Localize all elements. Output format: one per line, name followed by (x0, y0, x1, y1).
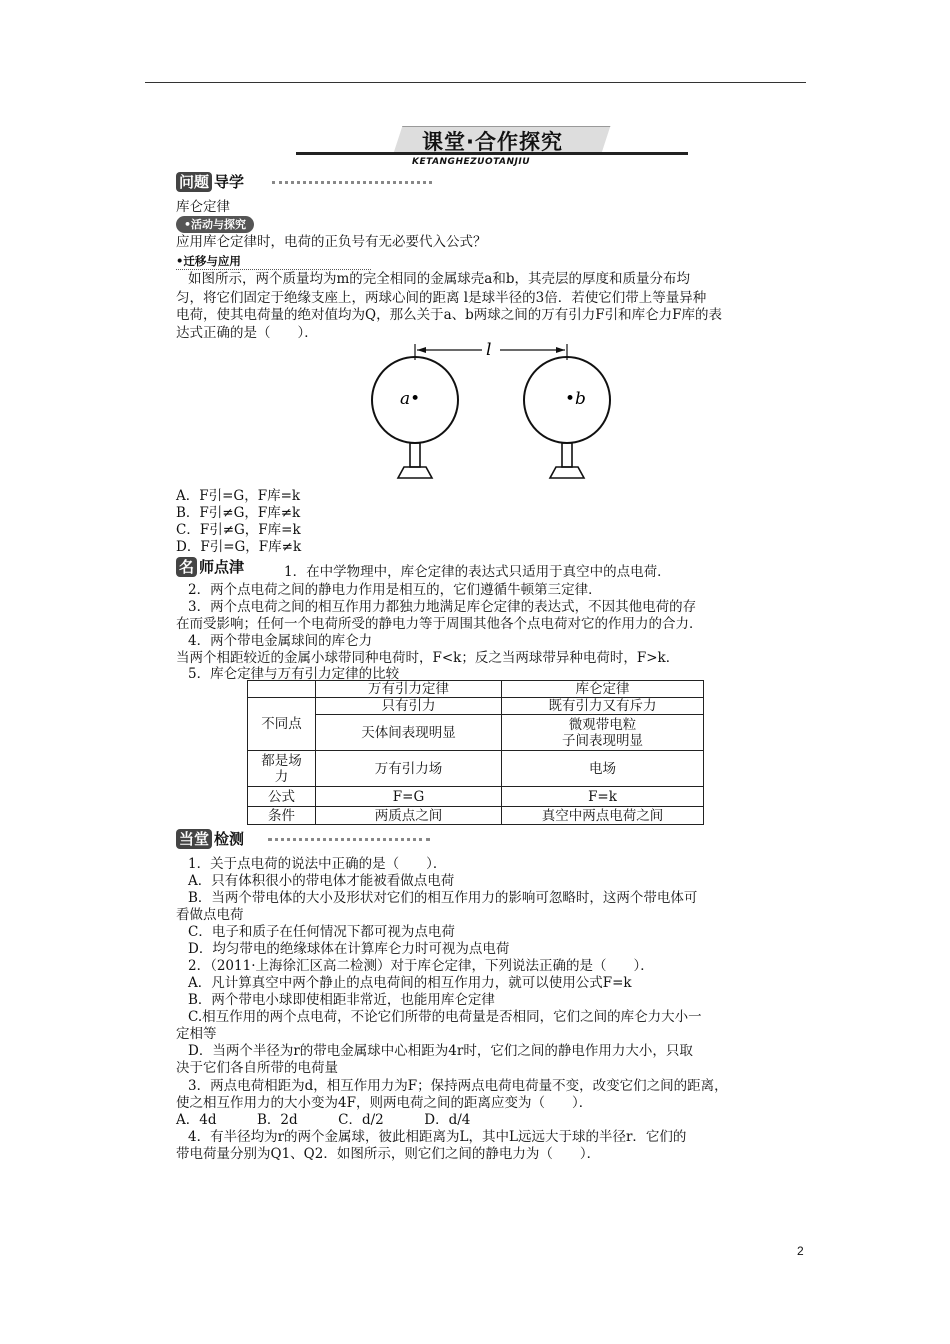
question-text: 应用库仑定律时，电荷的正负号有无必要代入公式？ (176, 234, 487, 250)
test-line-5: C．电子和质子在任何情况下都可视为点电荷 (188, 924, 455, 940)
test-line-17: 4．有半径均为r的两个金属球，彼此相距离为L，其中L远远大于球的半径r．它们的 (188, 1129, 687, 1145)
table-cell: F=k (502, 787, 704, 807)
table-cell: F=G (316, 787, 502, 807)
test-line-13: 决于它们各自所带的电荷量 (176, 1060, 338, 1076)
table-cell: 万有引力场 (316, 751, 502, 787)
activity-pill: •活动与探究 (176, 216, 254, 233)
tip-line-5: 4．两个带电金属球间的库仑力 (188, 633, 373, 649)
test-line-4: 看做点电荷 (176, 907, 244, 923)
test-line-12: D．当两个半径为r的带电金属球中心相距为4r时，它们之间的静电作用力大小，只取 (188, 1043, 693, 1059)
dotted-rule (272, 181, 432, 186)
test-line-8: A．凡计算真空中两个静止的点电荷间的相互作用力，就可以使用公式F=k (188, 975, 632, 991)
table-row (248, 698, 704, 715)
tip-line-4: 在而受影响；任何一个电荷所受的静电力等于周围其他各个点电荷对它的作用力的合力． (176, 616, 703, 632)
table-cell (248, 681, 316, 698)
table-header: 库仑定律 (502, 681, 704, 698)
test-line-11: 定相等 (176, 1026, 217, 1042)
heading-text: 检测 (214, 830, 245, 848)
comparison-table (247, 680, 704, 825)
section-banner (296, 126, 688, 156)
option-a: A．F引=G，F库=k (176, 488, 301, 504)
tip-line-2: 2．两个点电荷之间的静电力作用是相互的，它们遵循牛顿第三定律． (188, 582, 602, 598)
test-line-7: 2．（2011·上海徐汇区高二检测）对于库仑定律，下列说法正确的是（ ）． (188, 958, 654, 974)
label-a: a• (400, 389, 421, 409)
problem-line-1: 如图所示，两个质量均为m的完全相同的金属球壳a和b，其壳层的厚度和质量分布均 (188, 271, 690, 287)
section-heading-tips (176, 556, 244, 578)
heading-block: 问题 (176, 172, 212, 192)
test-line-3: B．当两个带电体的大小及形状对它们的相互作用力的影响可忽略时，这两个带电体可 (188, 890, 698, 906)
heading-block: 名 (176, 557, 197, 577)
test-line-9: B．两个带电小球即使相距非常近，也能用库仑定律 (188, 992, 495, 1008)
heading-text: 导学 (214, 173, 245, 191)
test-line-14: 3．两点电荷相距为d，相互作用力为F；保持两点电荷电荷量不变，改变它们之间的距离， (188, 1078, 728, 1094)
two-spheres-figure (360, 340, 620, 480)
transfer-pill: •迁移与应用 (176, 253, 371, 270)
section-heading-guide (176, 171, 244, 193)
table-row (248, 751, 704, 787)
top-rule (145, 82, 806, 83)
option-c: C．F引≠G，F库=k (176, 522, 301, 538)
table-cell: 既有引力又有斥力 (502, 698, 704, 715)
table-row (248, 807, 704, 825)
option-d: D．F引=G，F库≠k (176, 539, 302, 555)
table-header: 万有引力定律 (316, 681, 502, 698)
label-l: l (486, 340, 492, 360)
test-line-6: D．均匀带电的绝缘球体在计算库仑力时可视为点电荷 (188, 941, 510, 957)
table-cell: 只有引力 (316, 698, 502, 715)
table-row (248, 681, 704, 698)
tip-line-6: 当两个相距较近的金属小球带同种电荷时，F<k；反之当两球带异种电荷时，F>k． (176, 650, 680, 666)
row-label: 都是场 力 (248, 751, 316, 787)
test-line-1: 1．关于点电荷的说法中正确的是（ ）． (188, 856, 447, 872)
table-row (248, 787, 704, 807)
heading-block: 当堂 (176, 829, 212, 849)
problem-line-2: 匀，将它们固定于绝缘支座上，两球心间的距离 l是球半径的3倍．若使它们带上等量异种 (176, 290, 707, 306)
row-label: 公式 (248, 787, 316, 807)
label-b: •b (565, 389, 586, 409)
tip-line-7: 5．库仑定律与万有引力定律的比较 (188, 666, 400, 682)
row-label: 条件 (248, 807, 316, 825)
table-cell: 微观带电粒 子间表现明显 (502, 715, 704, 751)
test-line-10: C.相互作用的两个点电荷，不论它们所带的电荷量是否相同，它们之间的库仑力大小一 (188, 1009, 702, 1025)
table-cell: 真空中两点电荷之间 (502, 807, 704, 825)
problem-line-4: 达式正确的是（ ）． (176, 325, 318, 341)
table-row (248, 715, 704, 751)
row-label: 不同点 (248, 698, 316, 751)
table-cell: 天体间表现明显 (316, 715, 502, 751)
dotted-rule (268, 838, 430, 843)
test-line-2: A．只有体积很小的带电体才能被看做点电荷 (188, 873, 455, 889)
banner-title: 课堂·合作探究 (422, 130, 563, 154)
test-line-18: 带电荷量分别为Q1、Q2．如图所示，则它们之间的静电力为（ ）． (176, 1146, 601, 1162)
table-cell: 电场 (502, 751, 704, 787)
banner-subtitle: KETANGHEZUOTANJIU (412, 157, 531, 167)
topic-title: 库仑定律 (176, 199, 230, 215)
page-number: 2 (797, 1244, 804, 1258)
tip-line-3: 3．两个点电荷之间的相互作用力都独力地满足库仑定律的表达式，不因其他电荷的存 (188, 599, 697, 615)
tip-line-1: 1．在中学物理中，库仑定律的表达式只适用于真空中的点电荷． (284, 564, 671, 580)
option-b: B．F引≠G，F库≠k (176, 505, 301, 521)
test-line-16: A．4d B．2d C．d/2 D．d/4 (176, 1112, 471, 1128)
heading-text: 师点津 (199, 558, 245, 576)
problem-line-3: 电荷，使其电荷量的绝对值均为Q，那么关于a、b两球之间的万有引力F引和库仑力F库的表 (176, 307, 722, 323)
test-line-15: 使之相互作用力的大小变为4F，则两电荷之间的距离应变为（ ）． (176, 1095, 593, 1111)
section-heading-test (176, 828, 244, 850)
table-cell: 两质点之间 (316, 807, 502, 825)
